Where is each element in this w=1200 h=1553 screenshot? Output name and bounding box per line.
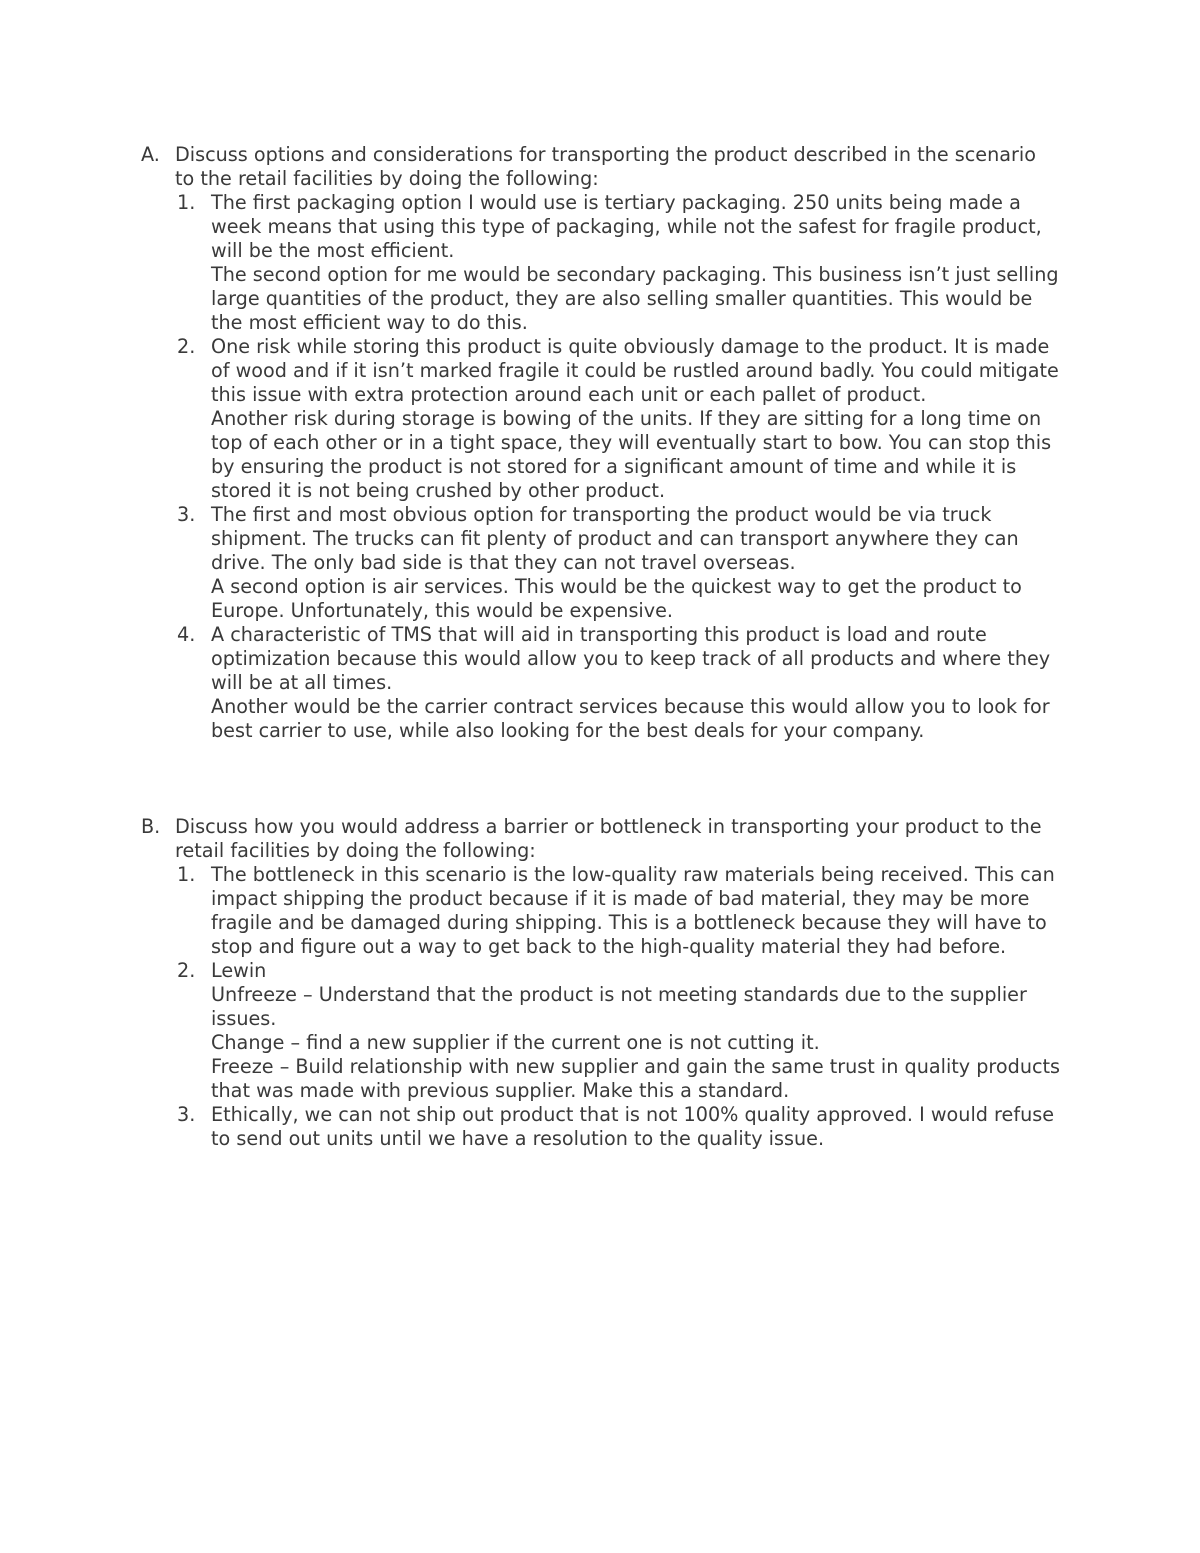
list-item-paragraph: Ethically, we can not ship out product that is not 100% quality approved. I would refuse to send out units until we have a resolution to the quality issue. (211, 1103, 1055, 1150)
section-a-heading (141, 143, 1061, 191)
section-a (141, 143, 1061, 743)
list-item-paragraph: A second option is air services. This would be the quickest way to get the product to Europe. Unfortunately, this would be expensive. (211, 575, 1022, 622)
list-item (141, 623, 1061, 743)
section-b-heading (141, 815, 1061, 863)
list-item (141, 335, 1061, 503)
list-item-paragraph: Freeze – Build relationship with new supplier and gain the same trust in quality products that was made with previous supplier. Make this a standard. (211, 1055, 1061, 1102)
list-item-paragraph: One risk while storing this product is quite obviously damage to the product. It is made of wood and if it isn’t marked fragile it could be rustled around badly. You could mitigate this issue with extra protection around each unit or each pallet of product. (211, 335, 1059, 406)
list-item-number: 4. (177, 623, 196, 646)
section-a-letter: A. (141, 143, 160, 166)
list-item-paragraph: The first and most obvious option for transporting the product would be via truck shipment. The trucks can fit plenty of product and can transport anywhere they can drive. The only bad side is that they can not travel overseas. (211, 503, 1019, 574)
list-item (141, 1103, 1061, 1151)
section-b-list (141, 863, 1061, 1151)
list-item-paragraph: The second option for me would be secondary packaging. This business isn’t just selling large quantities of the product, they are also selling smaller quantities. This would be the most efficient way to do this. (211, 263, 1059, 334)
list-item (141, 503, 1061, 623)
list-item-paragraph: Another risk during storage is bowing of the units. If they are sitting for a long time on top of each other or in a tight space, they will eventually start to bow. You can stop this by ensuring the product is not stored for a significant amount of time and while it is stored it is not being crushed by other product. (211, 407, 1052, 502)
list-item-paragraph: A characteristic of TMS that will aid in transporting this product is load and route optimization because this would allow you to keep track of all products and where they will be at all times. (211, 623, 1051, 694)
list-item-number: 1. (177, 863, 196, 886)
list-item-paragraph: Another would be the carrier contract services because this would allow you to look for best carrier to use, while also looking for the best deals for your company. (211, 695, 1050, 742)
list-item (141, 959, 1061, 1103)
list-item-paragraph: Change – find a new supplier if the current one is not cutting it. (211, 1031, 820, 1054)
list-item-number: 3. (177, 1103, 196, 1126)
list-item (141, 191, 1061, 335)
section-b-letter: B. (141, 815, 161, 838)
list-item-paragraph: The first packaging option I would use is tertiary packaging. 250 units being made a week means that using this type of packaging, while not the safest for fragile product, will be the most efficient. (211, 191, 1042, 262)
list-item (141, 863, 1061, 959)
section-b-heading-text: Discuss how you would address a barrier or bottleneck in transporting your product to the retail facilities by doing the following: (175, 815, 1042, 862)
list-item-number: 2. (177, 959, 196, 982)
section-a-heading-text: Discuss options and considerations for transporting the product described in the scenario to the retail facilities by doing the following: (175, 143, 1036, 190)
section-a-list (141, 191, 1061, 743)
list-item-paragraph: The bottleneck in this scenario is the low-quality raw materials being received. This can impact shipping the product because if it is made of bad material, they may be more fragile and be damaged during shipping. This is a bottleneck because they will have to stop and figure out a way to get back to the high-quality material they had before. (211, 863, 1055, 958)
list-item-number: 1. (177, 191, 196, 214)
list-item-number: 2. (177, 335, 196, 358)
list-item-paragraph: Unfreeze – Understand that the product is not meeting standards due to the supplier issues. (211, 983, 1027, 1030)
list-item-paragraph: Lewin (211, 959, 267, 982)
list-item-number: 3. (177, 503, 196, 526)
section-b (141, 815, 1061, 1151)
